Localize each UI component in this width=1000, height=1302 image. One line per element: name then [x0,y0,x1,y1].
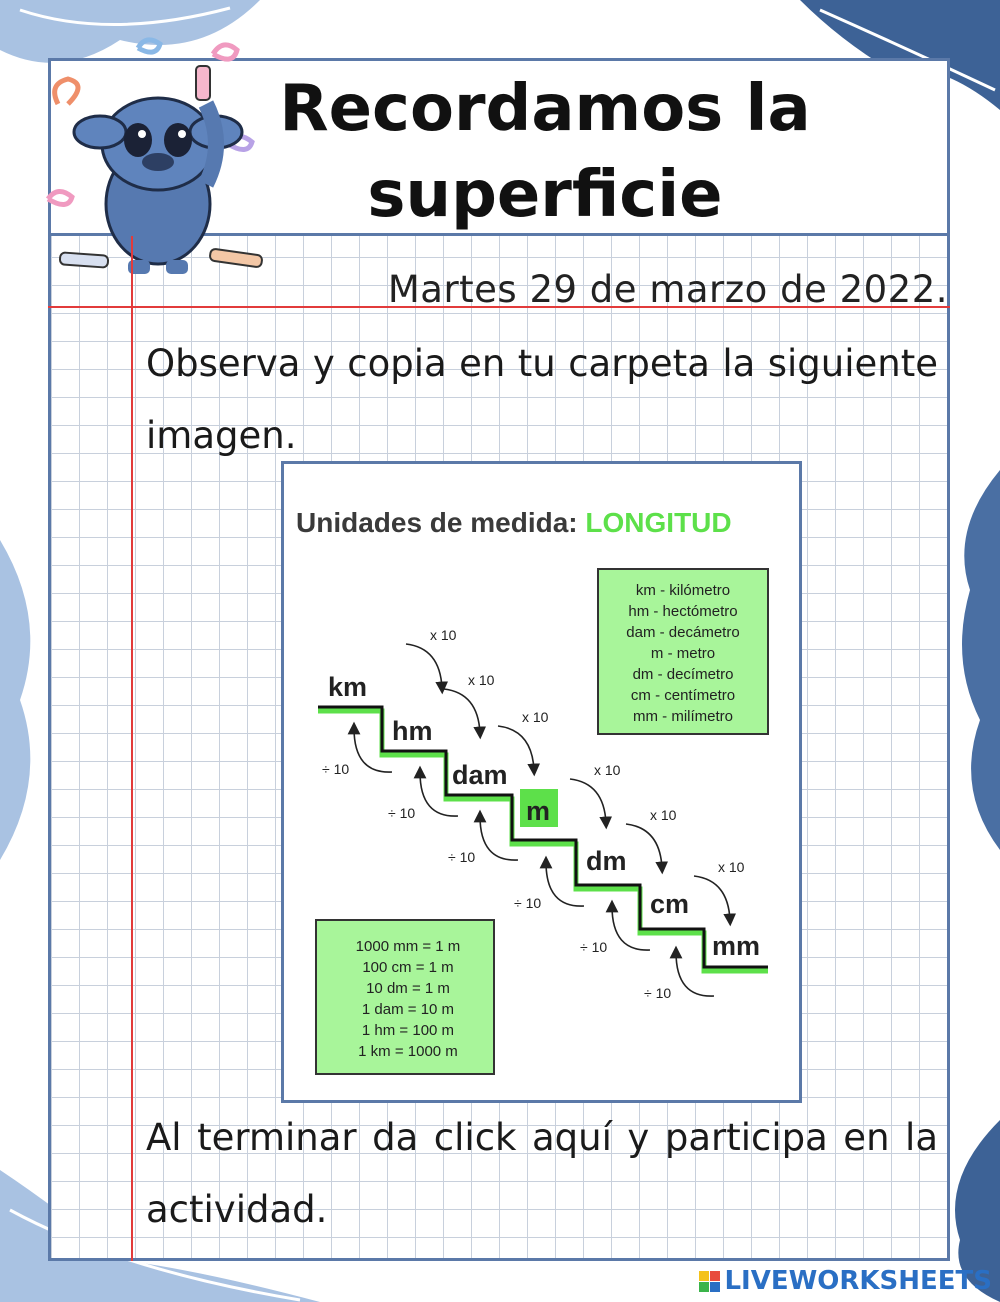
unit-step-mm: mm [712,931,761,961]
unit-step-hm: hm [392,716,433,746]
multiply-label: x 10 [522,709,549,725]
divide-label: ÷ 10 [448,849,476,865]
equivalence-line: 1 dam = 10 m [361,1001,455,1018]
equivalence-line: 1000 mm = 1 m [355,938,461,955]
multiply-arrow [694,876,730,920]
unit-step-km: km [328,672,368,702]
leaf-decoration-right [950,470,1000,850]
figure-title-highlight: LONGITUD [585,507,732,538]
stitch-character-illustration [38,34,278,280]
legend-line: dam - decámetro [626,624,740,641]
multiply-label: x 10 [718,859,745,875]
longitud-units-diagram [284,464,799,1100]
page-title [240,66,850,238]
longitud-units-image [281,461,802,1103]
multiply-label: x 10 [468,672,495,688]
liveworksheets-mark-icon [699,1271,720,1292]
liveworksheets-logo[interactable] [699,1266,992,1296]
multiply-label: x 10 [430,627,457,643]
divide-label: ÷ 10 [580,939,608,955]
equivalence-line: 10 dm = 1 m [366,980,450,997]
title-line-2: superficie [367,158,723,232]
legend-line: cm - centímetro [630,687,736,704]
multiply-arrow [570,779,606,823]
legend-line: mm - milímetro [633,708,733,725]
legend-line: hm - hectómetro [628,603,738,620]
closing-paragraph[interactable]: Al terminar da click aquí y participa en la actividad. [146,1116,938,1231]
equivalence-line: 100 cm = 1 m [362,959,454,976]
equivalence-line: 1 km = 1000 m [358,1043,458,1060]
unit-step-dm: dm [586,846,627,876]
margin-line-vertical [131,236,133,1261]
legend-line: km - kilómetro [635,582,731,599]
date-line: Martes 29 de marzo de 2022. [387,268,948,311]
title-line-1: Recordamos la [279,72,811,146]
unit-step-m: m [526,796,551,826]
legend-line: m - metro [650,645,716,662]
unit-step-cm: cm [650,889,690,919]
divide-label: ÷ 10 [322,761,350,777]
equivalence-line: 1 hm = 100 m [361,1022,455,1039]
divide-label: ÷ 10 [388,805,416,821]
multiply-arrow [444,689,480,733]
watermark-text: LIVEWORKSHEETS [724,1266,992,1296]
divide-label: ÷ 10 [644,985,672,1001]
unit-step-dam: dam [452,760,508,790]
instruction-paragraph: Observa y copia en tu carpeta la siguiente imagen. [146,342,938,457]
multiply-label: x 10 [650,807,677,823]
multiply-arrow [626,824,662,868]
multiply-label: x 10 [594,762,621,778]
legend-line: dm - decímetro [632,666,734,683]
divide-arrow [676,952,714,996]
leaf-decoration-left [0,540,48,860]
divide-label: ÷ 10 [514,895,542,911]
multiply-arrow [406,644,442,688]
svg-text:Unidades de medida: LONGITUD [296,507,732,538]
figure-title-prefix: Unidades de medida: [296,507,586,538]
